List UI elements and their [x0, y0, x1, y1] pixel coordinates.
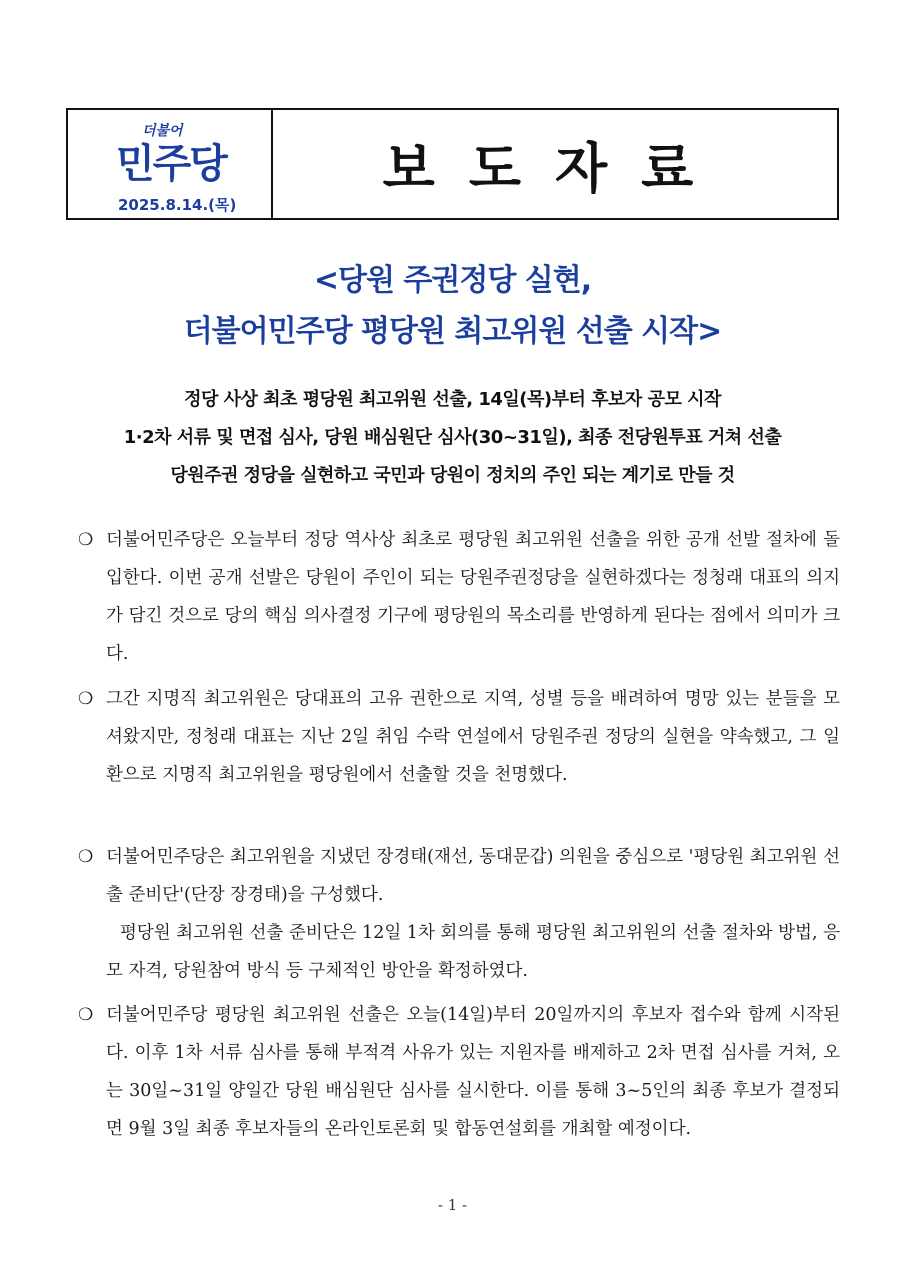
paragraph-4 — [78, 996, 840, 1148]
paragraph-continuation: 평당원 최고위원 선출 준비단은 12일 1차 회의를 통해 평당원 최고위원의 선출 절차와 방법, 응모 자격, 당원참여 방식 등 구체적인 방안을 확정하였다. — [106, 923, 840, 981]
party-logo: 민주당 — [116, 141, 226, 187]
paragraph-2 — [78, 680, 840, 794]
logo-cell — [68, 110, 273, 218]
bullet-icon: ❍ — [78, 689, 94, 709]
bullet-icon: ❍ — [78, 530, 94, 550]
bullet-icon: ❍ — [78, 847, 94, 867]
paragraph-text: 더불어민주당은 최고위원을 지냈던 장경태(재선, 동대문갑) 의원을 중심으로 '평당원 최고위원 선출 준비단'(단장 장경태)을 구성했다. — [106, 847, 840, 905]
headline-line-1: <당원 주권정당 실현, — [313, 263, 592, 298]
subhead-3: 당원주권 정당을 실현하고 국민과 당원이 정치의 주인 되는 계기로 만들 것 — [170, 465, 735, 486]
title-cell — [273, 110, 837, 218]
subhead-2: 1·2차 서류 및 면접 심사, 당원 배심원단 심사(30~31일), 최종 전당원투표 거쳐 선출 — [123, 427, 782, 448]
headline-line-2: 더불어민주당 평당원 최고위원 선출 시작> — [183, 314, 722, 349]
paragraph-1 — [78, 521, 840, 673]
paragraph-text: 그간 지명직 최고위원은 당대표의 고유 권한으로 지역, 성별 등을 배려하여 명망 있는 분들을 모셔왔지만, 정청래 대표는 지난 2일 취임 수락 연설에서 당원주권 정당의 실현을 약속했고, 그 일환으로 지명직 최고위원을 평당원에서 선출할 것을 천명했다. — [106, 689, 840, 785]
release-date: 2025.8.14.(목) — [118, 196, 237, 214]
paragraph-text: 더불어민주당은 오늘부터 정당 역사상 최초로 평당원 최고위원 선출을 위한 공개 선발 절차에 돌입한다. 이번 공개 선발은 당원이 주인이 되는 당원주권정당을 실현하겠다는 정청래 대표의 의지가 담긴 것으로 당의 핵심 의사결정 기구에 평당원의 목소리를 반영하게 된다는 점에서 의미가 크다. — [106, 530, 840, 664]
subhead-1: 정당 사상 최초 평당원 최고위원 선출, 14일(목)부터 후보자 공모 시작 — [184, 389, 721, 410]
paragraph-3 — [78, 838, 840, 990]
bullet-icon: ❍ — [78, 1005, 94, 1025]
page-number: - 1 - — [437, 1196, 468, 1214]
header-box — [66, 108, 839, 220]
party-logo-small: 더불어 — [142, 123, 183, 139]
document-type-title: 보도자료 — [382, 136, 728, 200]
paragraph-text: 더불어민주당 평당원 최고위원 선출은 오늘(14일)부터 20일까지의 후보자 접수와 함께 시작된다. 이후 1차 서류 심사를 통해 부적격 사유가 있는 지원자를 배제하고 2차 면접 심사를 거쳐, 오는 30일~31일 양일간 당원 배심원단 심사를 실시한다. 이를 통해 3~5인의 최종 후보가 결정되면 9월 3일 최종 후보자들의 온라인토론회 및 합동연설회를 개최할 예정이다. — [106, 1005, 840, 1139]
